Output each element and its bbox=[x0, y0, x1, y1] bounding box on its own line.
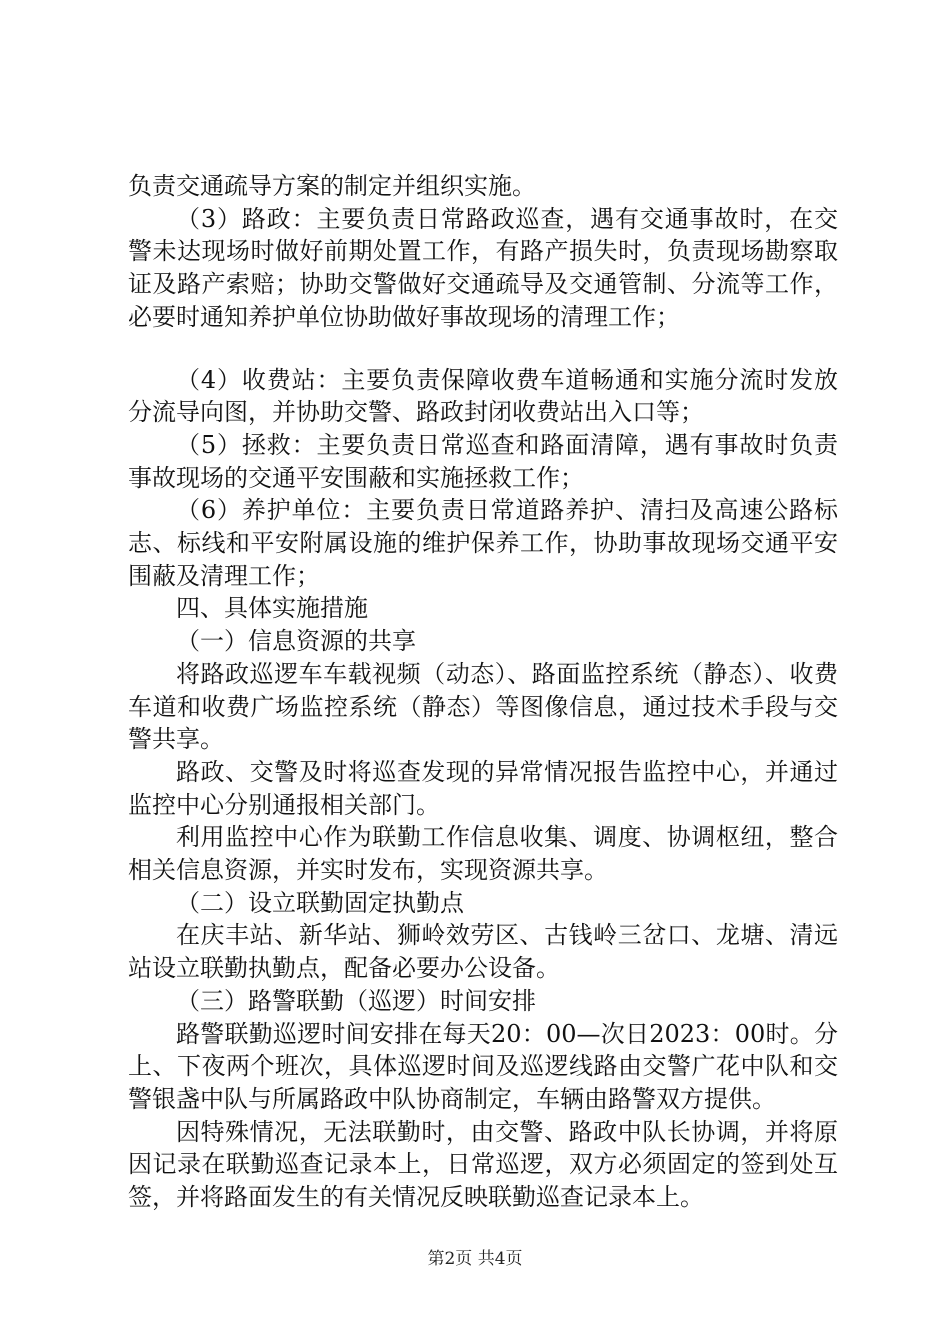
paragraph-special-circumstances: 因特殊情况，无法联勤时，由交警、路政中队长协调，并将原因记录在联勤巡查记录本上，日常巡逻，双方必须固定的签到处互签，并将路面发生的有关情况反映联勤巡查记录本上。 bbox=[128, 1117, 838, 1212]
paragraph-duty-points: 在庆丰站、新华站、狮岭效劳区、古钱岭三岔口、龙塘、清远站设立联勤执勤点，配备必要办公设备。 bbox=[128, 921, 838, 983]
paragraph-maintenance-unit: （6）养护单位：主要负责日常道路养护、清扫及高速公路标志、标线和平安附属设施的维护保养工作，协助事故现场交通平安围蔽及清理工作； bbox=[128, 496, 838, 590]
subheading-duty-points: （二）设立联勤固定执勤点 bbox=[176, 888, 464, 917]
paragraph-report-monitoring: 路政、交警及时将巡查发现的异常情况报告监控中心，并通过监控中心分别通报相关部门。 bbox=[128, 757, 838, 819]
section-heading-measures: 四、具体实施措施 bbox=[176, 594, 368, 623]
paragraph-monitoring-hub: 利用监控中心作为联勤工作信息收集、调度、协调枢纽，整合相关信息资源，并实时发布，实现资源共享。 bbox=[128, 823, 838, 885]
subheading-patrol-schedule: （三）路警联勤（巡逻）时间安排 bbox=[176, 986, 536, 1015]
page-number-footer: 第2页 共4页 bbox=[427, 1249, 523, 1269]
document-body bbox=[128, 170, 838, 1214]
paragraph-video-sharing: 将路政巡逻车车载视频（动态）、路面监控系统（静态）、收费车道和收费广场监控系统（静态）等图像信息，通过技术手段与交警共享。 bbox=[128, 659, 838, 754]
paragraph-patrol-schedule: 路警联勤巡逻时间安排在每天20：00—次日2023：00时。分上、下夜两个班次，具体巡逻时间及巡逻线路由交警广花中队和交警银盏中队与所属路政中队协商制定，车辆由路警双方提供。 bbox=[128, 1019, 838, 1113]
paragraph-continuation: 负责交通疏导方案的制定并组织实施。 bbox=[128, 172, 536, 200]
paragraph-toll-station: （4）收费站：主要负责保障收费车道畅通和实施分流时发放分流导向图，并协助交警、路政封闭收费站出入口等； bbox=[128, 365, 838, 427]
paragraph-road-administration: （3）路政：主要负责日常路政巡查，遇有交通事故时，在交警未达现场时做好前期处置工作，有路产损失时，负责现场勘察取证及路产索赔；协助交警做好交通疏导及交通管制、分流等工作，必要时通知养护单位协助做好事故现场的清理工作； bbox=[128, 204, 838, 331]
paragraph-gap bbox=[128, 334, 838, 364]
paragraph-rescue: （5）拯救：主要负责日常巡查和路面清障，遇有事故时负责事故现场的交通平安围蔽和实施拯救工作； bbox=[128, 430, 838, 492]
subheading-info-sharing: （一）信息资源的共享 bbox=[176, 627, 416, 656]
